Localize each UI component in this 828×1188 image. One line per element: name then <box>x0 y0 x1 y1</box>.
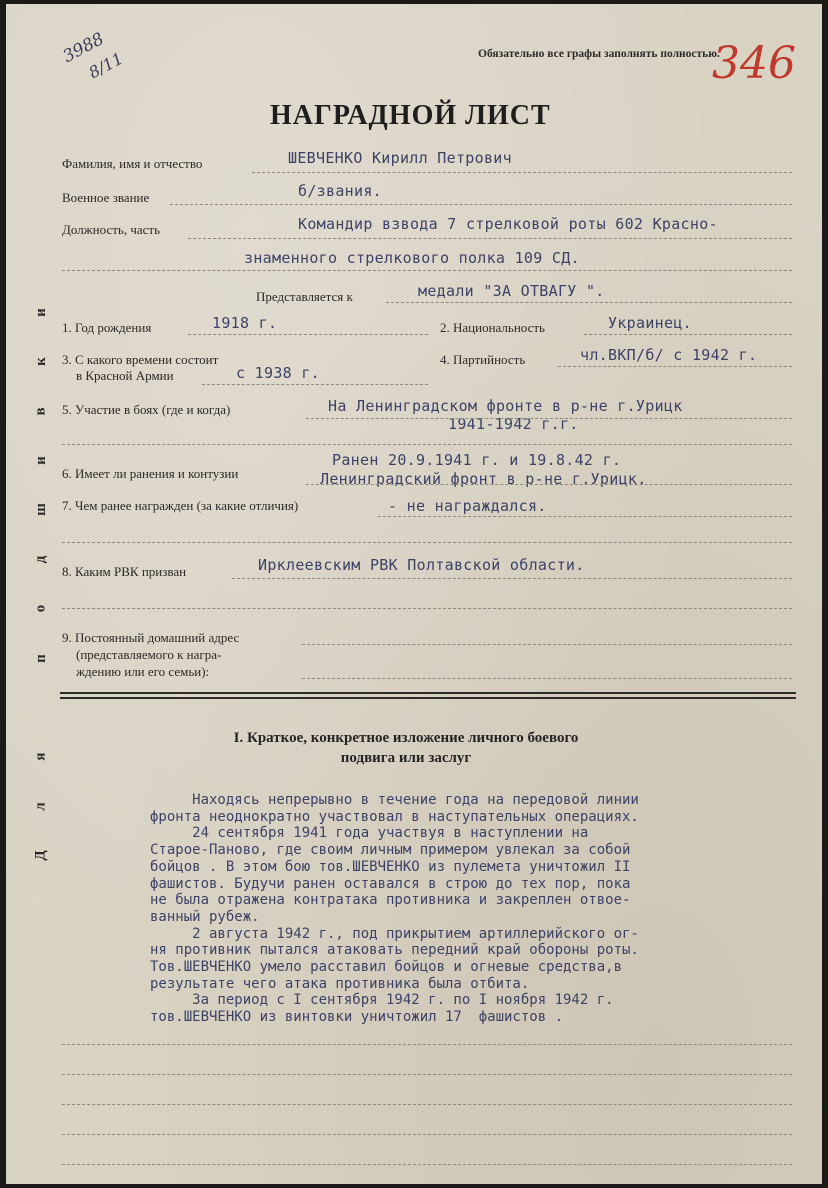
narrative-line: результате чего атака противника была отбита. <box>150 975 530 992</box>
sidebar-letter: д <box>32 555 49 564</box>
award-sheet <box>6 4 822 1184</box>
label-wounds: 6. Имеет ли ранения и контузии <box>62 466 239 481</box>
label-conscription: 8. Каким РВК призван <box>62 564 187 579</box>
value-service-since: с 1938 г. <box>236 364 320 382</box>
sidebar-letter: Д <box>32 850 49 861</box>
narrative-line: тов.ШЕВЧЕНКО из винтовки уничтожил 17 фашистов . <box>150 1009 564 1026</box>
red-handwritten-number: 346 <box>712 38 796 89</box>
narrative-line: фашистов. Будучи ранен оставался в строю до тех пор, пока <box>150 875 631 892</box>
label-service-since-1: 3. С какого времени состоит <box>62 352 219 367</box>
narrative-line: не была отражена контратака противника и закреплен отвое- <box>150 892 631 909</box>
handwritten-sub-number: 8/11 <box>85 48 127 83</box>
value-conscription: Ирклеевским РВК Полтавской области. <box>258 556 585 574</box>
sidebar-letter: к <box>32 357 49 367</box>
section-heading-line2: подвига или заслуг <box>340 750 472 766</box>
narrative-line: ванный рубеж. <box>150 908 260 925</box>
sidebar-letter: в <box>32 407 49 416</box>
value-birth-year: 1918 г. <box>212 314 278 332</box>
sidebar-letter: о <box>32 604 49 613</box>
label-service-since-2: в Красной Армии <box>76 368 174 383</box>
narrative-line: ня противник пытался атаковать передний край обороны роты. <box>150 942 639 959</box>
narrative-text <box>150 792 639 1026</box>
value-position-line1: Командир взвода 7 стрелковой роты 602 Красно- <box>298 215 718 233</box>
header-note: Обязательно все графы заполнять полностью. <box>478 48 720 60</box>
label-nominated: Представляется к <box>256 289 353 304</box>
value-full-name: ШЕВЧЕНКО Кирилл Петрович <box>288 149 512 167</box>
sidebar-letter: и <box>32 308 49 317</box>
value-nationality: Украинец. <box>608 314 692 332</box>
sidebar-letter: и <box>32 456 49 465</box>
label-birth-year: 1. Год рождения <box>62 320 152 335</box>
narrative-line: Старое-Паново, где своим личным примером увлекал за собой <box>150 842 631 859</box>
value-battles-line2: 1941-1942 г.г. <box>448 415 579 433</box>
label-party: 4. Партийность <box>440 352 526 367</box>
value-prior-awards: - не награждался. <box>388 497 547 515</box>
value-wounds-line1: Ранен 20.9.1941 г. и 19.8.42 г. <box>332 451 622 469</box>
narrative-line: За период с I сентября 1942 г. по I ноября 1942 г. <box>150 992 614 1009</box>
sidebar-letter: л <box>32 801 49 811</box>
narrative-line: фронта неоднократно участвовал в наступательных операциях. <box>150 808 639 825</box>
sidebar-letter: п <box>32 653 49 663</box>
label-address-2: (представляемого к награ- <box>76 647 222 662</box>
label-address-3: ждению или его семьи): <box>76 664 210 679</box>
narrative-line: 2 августа 1942 г., под прикрытием артиллерийского ог- <box>150 925 639 942</box>
value-battles-line1: На Ленинградском фронте в р-не г.Урицк <box>328 397 683 415</box>
label-address-1: 9. Постоянный домашний адрес <box>62 630 240 645</box>
narrative-line: бойцов . В этом бою тов.ШЕВЧЕНКО из пулемета уничтожил II <box>150 858 631 875</box>
value-party: чл.ВКП/б/ с 1942 г. <box>580 346 758 364</box>
narrative-line: Тов.ШЕВЧЕНКО умело расставил бойцов и огневые средства,в <box>150 959 623 976</box>
label-full-name: Фамилия, имя и отчество <box>62 156 203 171</box>
value-wounds-line2: Ленинградский фронт в р-не г.Урицк. <box>320 470 647 488</box>
label-battles: 5. Участие в боях (где и когда) <box>62 402 231 417</box>
page-title: НАГРАДНОЙ ЛИСТ <box>270 100 551 131</box>
value-nominated: медали "ЗА ОТВАГУ ". <box>418 282 605 300</box>
label-nationality: 2. Национальность <box>440 320 545 335</box>
label-prior-awards: 7. Чем ранее награжден (за какие отличия) <box>62 498 299 513</box>
narrative-line: 24 сентября 1941 года участвуя в наступлении на <box>150 825 589 842</box>
sidebar-letter: я <box>32 752 49 761</box>
sidebar-for-signatures <box>30 304 52 864</box>
label-position: Должность, часть <box>62 222 161 237</box>
value-rank: б/звания. <box>298 182 382 200</box>
handwritten-archive-number: 3988 <box>59 29 108 67</box>
sidebar-letter <box>33 706 50 710</box>
label-rank: Военное звание <box>62 190 150 205</box>
section-heading-line1: I. Краткое, конкретное изложение личного боевого <box>233 730 579 746</box>
sidebar-letter: ш <box>32 503 49 517</box>
value-position-line2: знаменного стрелкового полка 109 СД. <box>244 249 580 267</box>
narrative-line: Находясь непрерывно в течение года на передовой линии <box>150 792 639 808</box>
